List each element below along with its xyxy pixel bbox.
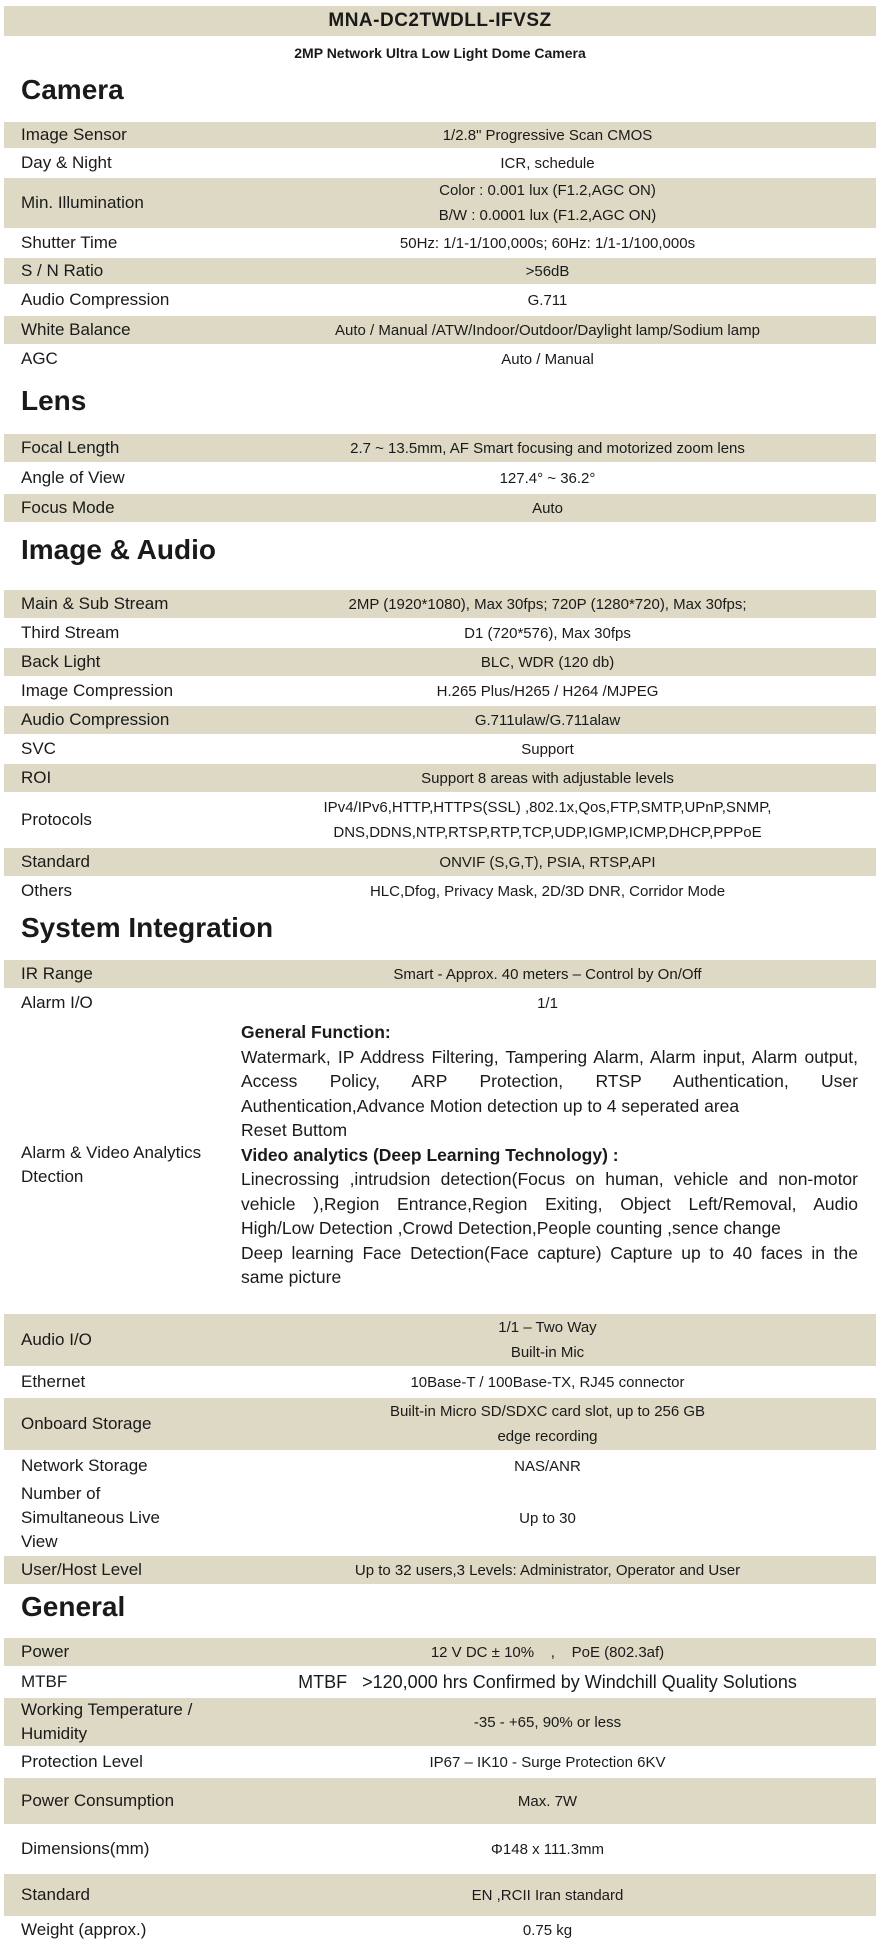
spec-value xyxy=(241,1018,858,1312)
spec-value: Auto xyxy=(532,499,563,517)
spec-label: User/Host Level xyxy=(21,1560,142,1579)
spec-value: 50Hz: 1/1-1/100,000s; 60Hz: 1/1-1/100,000s xyxy=(399,234,696,252)
spec-row-audio-io xyxy=(4,1312,876,1366)
spec-label: Image Sensor xyxy=(21,125,127,144)
spec-label: Working Temperature / Humidity xyxy=(21,1700,193,1743)
spec-label: Audio Compression xyxy=(21,290,170,309)
spec-label: Main & Sub Stream xyxy=(21,594,169,613)
spec-row-image-sensor xyxy=(4,120,876,148)
general-function-text: Watermark, IP Address Filtering, Tampering Alarm, Alarm input, Alarm output, Access Policy, ARP Protection, RTSP Authentication, User Authentication,Advance Motion detection up to 4 seperated area xyxy=(241,1046,858,1116)
spec-value: Smart - Approx. 40 meters – Control by On/Off xyxy=(393,965,702,983)
spec-value: EN ,RCII Iran standard xyxy=(471,1886,624,1904)
spec-row-working-temperature xyxy=(4,1696,876,1746)
spec-row-standard-2 xyxy=(4,1872,876,1916)
spec-value: 0.75 kg xyxy=(522,1921,573,1939)
spec-value: Auto / Manual /ATW/Indoor/Outdoor/Daylight lamp/Sodium lamp xyxy=(335,321,760,339)
spec-value: G.711 xyxy=(527,291,568,309)
spec-value: 10Base-T / 100Base-TX, RJ45 connector xyxy=(410,1373,685,1391)
reset-button-text: Reset Buttom xyxy=(241,1120,348,1140)
spec-label: Standard xyxy=(21,852,90,871)
spec-row-svc xyxy=(4,734,876,762)
video-analytics-heading: Video analytics (Deep Learning Technology) : xyxy=(241,1144,619,1165)
spec-value: G.711ulaw/G.711alaw xyxy=(474,711,621,729)
section-general: General xyxy=(21,1591,126,1622)
spec-row-protection-level xyxy=(4,1746,876,1776)
spec-value: 2.7 ~ 13.5mm, AF Smart focusing and motorized zoom lens xyxy=(350,439,745,457)
spec-value: HLC,Dfog, Privacy Mask, 2D/3D DNR, Corridor Mode xyxy=(369,882,726,900)
section-image-audio: Image & Audio xyxy=(21,534,216,565)
spec-row-min-illumination xyxy=(4,176,876,228)
spec-label: Audio Compression xyxy=(21,710,170,729)
spec-label: Min. Illumination xyxy=(21,193,144,212)
spec-row-onboard-storage xyxy=(4,1396,876,1450)
spec-row-standard xyxy=(4,846,876,876)
spec-label: SVC xyxy=(21,739,56,758)
spec-value: IPv4/IPv6,HTTP,HTTPS(SSL) ,802.1x,Qos,FTP,SMTP,UPnP,SNMP, DNS,DDNS,NTP,RTSP,RTP,TCP,UDP,IGMP,ICMP,DHCP,PPPoE xyxy=(323,799,772,841)
spec-label: Network Storage xyxy=(21,1456,148,1475)
spec-row-focus-mode xyxy=(4,492,876,522)
spec-value: Color : 0.001 lux (F1.2,AGC ON) B/W : 0.0001 lux (F1.2,AGC ON) xyxy=(438,182,657,224)
spec-row-live-view xyxy=(4,1480,876,1554)
spec-value: Up to 30 xyxy=(519,1509,576,1527)
spec-row-user-host-level xyxy=(4,1554,876,1584)
spec-value: H.265 Plus/H265 / H264 /MJPEG xyxy=(436,682,659,700)
spec-label: Others xyxy=(21,881,73,900)
video-analytics-text: Linecrossing ,intrudsion detection(Focus on human, vehicle and non-motor vehicle ),Region Entrance,Region Exiting, Object Left/Removal, Audio High/Low Detection ,Crowd Detection,People counting ,sence change xyxy=(241,1169,858,1238)
spec-value: MTBF >120,000 hrs Confirmed by Windchill Quality Solutions xyxy=(298,1671,797,1692)
general-function-heading: General Function: xyxy=(241,1022,391,1042)
spec-value: ICR, schedule xyxy=(500,154,595,172)
spec-label: Day & Night xyxy=(21,153,112,172)
spec-label: Number of Simultaneous Live View xyxy=(21,1484,160,1551)
spec-value: >56dB xyxy=(525,262,570,280)
spec-label: Protocols xyxy=(21,810,92,829)
spec-row-power xyxy=(4,1636,876,1666)
spec-row-network-storage xyxy=(4,1450,876,1480)
spec-label: Ethernet xyxy=(21,1372,86,1391)
spec-value: 127.4° ~ 36.2° xyxy=(499,469,596,487)
spec-value: Up to 32 users,3 Levels: Administrator, Operator and User xyxy=(354,1561,741,1579)
spec-row-weight xyxy=(4,1916,876,1942)
spec-label: Onboard Storage xyxy=(21,1414,152,1433)
spec-label: Weight (approx.) xyxy=(21,1920,147,1939)
spec-row-agc xyxy=(4,344,876,372)
spec-label: Angle of View xyxy=(21,468,125,487)
spec-row-ir-range xyxy=(4,958,876,988)
section-system-integration: System Integration xyxy=(21,912,274,943)
spec-label: Image Compression xyxy=(21,681,174,700)
spec-value: D1 (720*576), Max 30fps xyxy=(464,624,631,642)
spec-row-others xyxy=(4,876,876,904)
spec-label: ROI xyxy=(21,768,52,787)
spec-row-alarm-io xyxy=(4,988,876,1016)
section-lens: Lens xyxy=(21,385,87,416)
spec-value: BLC, WDR (120 db) xyxy=(480,653,615,671)
spec-value: IP67 – IK10 - Surge Protection 6KV xyxy=(429,1753,666,1771)
model-title: MNA-DC2TWDLL-IFVSZ xyxy=(4,6,876,36)
spec-row-alarm-video-analytics xyxy=(4,1016,876,1312)
spec-value: 12 V DC ± 10% , PoE (802.3af) xyxy=(430,1643,665,1661)
spec-label: Shutter Time xyxy=(21,233,118,252)
section-camera: Camera xyxy=(21,74,124,105)
spec-label: Standard xyxy=(21,1885,90,1904)
spec-value: ONVIF (S,G,T), PSIA, RTSP,API xyxy=(439,853,656,871)
spec-row-back-light xyxy=(4,646,876,676)
spec-value: 1/1 xyxy=(537,994,558,1012)
spec-label: Alarm I/O xyxy=(21,993,93,1012)
spec-label: Protection Level xyxy=(21,1752,143,1771)
spec-label: S / N Ratio xyxy=(21,261,104,280)
face-detection-text: Deep learning Face Detection(Face capture) Capture up to 40 faces in the same picture xyxy=(241,1242,858,1287)
spec-value: 2MP (1920*1080), Max 30fps; 720P (1280*720), Max 30fps; xyxy=(348,595,747,613)
spec-row-mtbf xyxy=(4,1666,876,1696)
spec-label: Power Consumption xyxy=(21,1791,175,1810)
spec-row-power-consumption xyxy=(4,1776,876,1824)
spec-value: Built-in Micro SD/SDXC card slot, up to 256 GB edge recording xyxy=(389,1403,706,1445)
product-subtitle: 2MP Network Ultra Low Light Dome Camera xyxy=(294,45,586,61)
spec-value: Auto / Manual xyxy=(501,350,594,368)
spec-row-focal-length xyxy=(4,432,876,462)
spec-row-day-night xyxy=(4,148,876,176)
spec-value: Support 8 areas with adjustable levels xyxy=(421,769,674,787)
spec-label: Third Stream xyxy=(21,623,120,642)
spec-row-shutter-time xyxy=(4,228,876,256)
spec-row-white-balance xyxy=(4,314,876,344)
spec-label: AGC xyxy=(21,349,58,368)
spec-row-audio-compression-2 xyxy=(4,704,876,734)
spec-label: IR Range xyxy=(21,964,93,983)
spec-label: Alarm & Video Analytics Dtection xyxy=(21,1143,202,1186)
spec-row-protocols xyxy=(4,792,876,846)
spec-value: NAS/ANR xyxy=(514,1457,581,1475)
spec-label: Power xyxy=(21,1642,70,1661)
spec-label: Audio I/O xyxy=(21,1330,92,1349)
spec-label: Focal Length xyxy=(21,438,120,457)
spec-value: Max. 7W xyxy=(517,1792,578,1810)
spec-row-dimensions xyxy=(4,1824,876,1872)
spec-row-main-sub-stream xyxy=(4,588,876,618)
spec-value: 1/1 – Two Way Built-in Mic xyxy=(498,1319,597,1361)
spec-value: Φ148 x 111.3mm xyxy=(490,1840,605,1858)
spec-row-image-compression xyxy=(4,676,876,704)
spec-value: -35 - +65, 90% or less xyxy=(473,1713,622,1731)
spec-row-sn-ratio xyxy=(4,256,876,284)
spec-label: Dimensions(mm) xyxy=(21,1839,150,1858)
spec-label: Back Light xyxy=(21,652,101,671)
spec-label: Focus Mode xyxy=(21,498,115,517)
spec-row-roi xyxy=(4,762,876,792)
spec-row-ethernet xyxy=(4,1366,876,1396)
spec-row-audio-compression xyxy=(4,284,876,314)
spec-row-third-stream xyxy=(4,618,876,646)
spec-label: White Balance xyxy=(21,320,131,339)
spec-label: MTBF xyxy=(21,1672,68,1691)
spec-row-angle-of-view xyxy=(4,462,876,492)
spec-value: Support xyxy=(521,740,574,758)
spec-value: 1/2.8" Progressive Scan CMOS xyxy=(442,126,653,144)
